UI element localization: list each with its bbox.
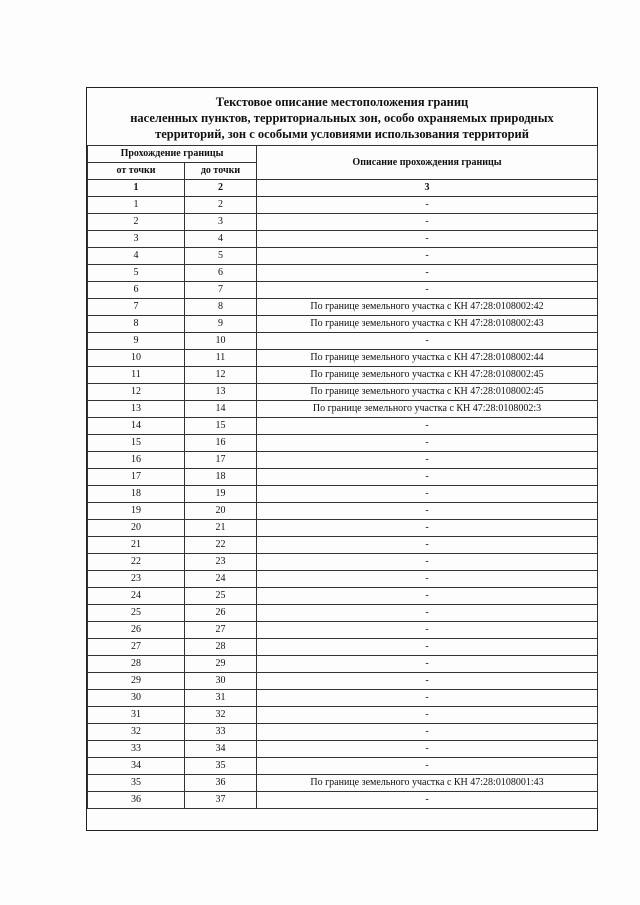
to-point-cell: 31 xyxy=(185,690,257,707)
description-cell: - xyxy=(257,537,598,554)
description-cell: - xyxy=(257,265,598,282)
table-row xyxy=(88,316,598,333)
to-point-cell: 11 xyxy=(185,350,257,367)
table-row xyxy=(88,503,598,520)
table-row xyxy=(88,299,598,316)
to-point-cell: 9 xyxy=(185,316,257,333)
description-cell: - xyxy=(257,656,598,673)
table-row xyxy=(88,775,598,792)
boundary-table xyxy=(87,145,598,809)
description-cell: - xyxy=(257,486,598,503)
description-cell: - xyxy=(257,520,598,537)
to-point-cell: 16 xyxy=(185,435,257,452)
to-point-cell: 21 xyxy=(185,520,257,537)
table-row xyxy=(88,384,598,401)
to-point-cell: 24 xyxy=(185,571,257,588)
description-cell: - xyxy=(257,758,598,775)
description-cell: - xyxy=(257,571,598,588)
to-point-cell: 5 xyxy=(185,248,257,265)
description-cell: - xyxy=(257,622,598,639)
description-cell: - xyxy=(257,639,598,656)
description-cell: - xyxy=(257,282,598,299)
table-row xyxy=(88,231,598,248)
table-row xyxy=(88,248,598,265)
title-line-1: Текстовое описание местоположения границ xyxy=(215,95,469,109)
from-point-cell: 20 xyxy=(88,520,185,537)
description-cell: - xyxy=(257,707,598,724)
description-cell: - xyxy=(257,231,598,248)
from-point-cell: 24 xyxy=(88,588,185,605)
from-point-cell: 8 xyxy=(88,316,185,333)
table-row xyxy=(88,418,598,435)
description-cell: - xyxy=(257,214,598,231)
table-row xyxy=(88,197,598,214)
from-point-cell: 33 xyxy=(88,741,185,758)
from-point-cell: 21 xyxy=(88,537,185,554)
description-cell: - xyxy=(257,503,598,520)
to-point-cell: 35 xyxy=(185,758,257,775)
description-cell: - xyxy=(257,673,598,690)
table-row xyxy=(88,571,598,588)
description-cell: - xyxy=(257,554,598,571)
column-number-2: 2 xyxy=(185,180,257,197)
from-point-cell: 13 xyxy=(88,401,185,418)
from-point-cell: 1 xyxy=(88,197,185,214)
to-point-cell: 6 xyxy=(185,265,257,282)
table-row xyxy=(88,350,598,367)
description-cell: - xyxy=(257,724,598,741)
from-point-cell: 26 xyxy=(88,622,185,639)
title-line-2: населенных пунктов, территориальных зон, особо охраняемых природных xyxy=(130,111,554,125)
description-cell: - xyxy=(257,418,598,435)
header-passage: Прохождение границы xyxy=(88,146,257,163)
to-point-cell: 4 xyxy=(185,231,257,248)
description-cell: - xyxy=(257,197,598,214)
table-row xyxy=(88,673,598,690)
to-point-cell: 12 xyxy=(185,367,257,384)
table-row xyxy=(88,656,598,673)
to-point-cell: 15 xyxy=(185,418,257,435)
description-cell: - xyxy=(257,469,598,486)
column-number-1: 1 xyxy=(88,180,185,197)
from-point-cell: 18 xyxy=(88,486,185,503)
description-cell: По границе земельного участка с КН 47:28:0108002:3 xyxy=(257,401,598,418)
to-point-cell: 10 xyxy=(185,333,257,350)
description-cell: По границе земельного участка с КН 47:28:0108002:43 xyxy=(257,316,598,333)
from-point-cell: 9 xyxy=(88,333,185,350)
table-row xyxy=(88,333,598,350)
from-point-cell: 4 xyxy=(88,248,185,265)
from-point-cell: 27 xyxy=(88,639,185,656)
from-point-cell: 16 xyxy=(88,452,185,469)
table-row xyxy=(88,724,598,741)
table-body xyxy=(88,197,598,809)
table-row xyxy=(88,469,598,486)
header-from-point: от точки xyxy=(88,163,185,180)
from-point-cell: 25 xyxy=(88,605,185,622)
header-to-point: до точки xyxy=(185,163,257,180)
from-point-cell: 15 xyxy=(88,435,185,452)
from-point-cell: 35 xyxy=(88,775,185,792)
table-row xyxy=(88,741,598,758)
table-row xyxy=(88,707,598,724)
to-point-cell: 14 xyxy=(185,401,257,418)
table-row xyxy=(88,605,598,622)
to-point-cell: 36 xyxy=(185,775,257,792)
table-row xyxy=(88,401,598,418)
from-point-cell: 36 xyxy=(88,792,185,809)
from-point-cell: 19 xyxy=(88,503,185,520)
from-point-cell: 2 xyxy=(88,214,185,231)
description-cell: - xyxy=(257,248,598,265)
document-frame xyxy=(86,87,598,831)
from-point-cell: 7 xyxy=(88,299,185,316)
to-point-cell: 23 xyxy=(185,554,257,571)
to-point-cell: 37 xyxy=(185,792,257,809)
to-point-cell: 13 xyxy=(185,384,257,401)
description-cell: - xyxy=(257,741,598,758)
from-point-cell: 23 xyxy=(88,571,185,588)
description-cell: - xyxy=(257,452,598,469)
to-point-cell: 19 xyxy=(185,486,257,503)
table-row xyxy=(88,792,598,809)
table-row xyxy=(88,537,598,554)
description-cell: По границе земельного участка с КН 47:28:0108002:42 xyxy=(257,299,598,316)
table-row xyxy=(88,214,598,231)
from-point-cell: 29 xyxy=(88,673,185,690)
table-row xyxy=(88,690,598,707)
description-cell: - xyxy=(257,588,598,605)
table-row xyxy=(88,554,598,571)
table-row xyxy=(88,367,598,384)
to-point-cell: 20 xyxy=(185,503,257,520)
table-row xyxy=(88,452,598,469)
to-point-cell: 18 xyxy=(185,469,257,486)
table-row xyxy=(88,486,598,503)
table-row xyxy=(88,622,598,639)
from-point-cell: 14 xyxy=(88,418,185,435)
to-point-cell: 30 xyxy=(185,673,257,690)
description-cell: - xyxy=(257,333,598,350)
description-cell: - xyxy=(257,690,598,707)
to-point-cell: 3 xyxy=(185,214,257,231)
document-title xyxy=(87,94,597,142)
to-point-cell: 29 xyxy=(185,656,257,673)
from-point-cell: 11 xyxy=(88,367,185,384)
table-row xyxy=(88,758,598,775)
to-point-cell: 17 xyxy=(185,452,257,469)
from-point-cell: 31 xyxy=(88,707,185,724)
to-point-cell: 32 xyxy=(185,707,257,724)
description-cell: - xyxy=(257,792,598,809)
table-row xyxy=(88,588,598,605)
to-point-cell: 7 xyxy=(185,282,257,299)
to-point-cell: 34 xyxy=(185,741,257,758)
title-line-3: территорий, зон с особыми условиями использования территорий xyxy=(155,127,529,141)
from-point-cell: 34 xyxy=(88,758,185,775)
from-point-cell: 12 xyxy=(88,384,185,401)
from-point-cell: 22 xyxy=(88,554,185,571)
description-cell: По границе земельного участка с КН 47:28:0108002:44 xyxy=(257,350,598,367)
description-cell: - xyxy=(257,605,598,622)
column-number-3: 3 xyxy=(257,180,598,197)
table-row xyxy=(88,435,598,452)
to-point-cell: 22 xyxy=(185,537,257,554)
description-cell: - xyxy=(257,435,598,452)
from-point-cell: 30 xyxy=(88,690,185,707)
from-point-cell: 32 xyxy=(88,724,185,741)
description-cell: По границе земельного участка с КН 47:28:0108002:45 xyxy=(257,367,598,384)
description-cell: По границе земельного участка с КН 47:28:0108001:43 xyxy=(257,775,598,792)
header-description: Описание прохождения границы xyxy=(257,146,598,180)
table-row xyxy=(88,265,598,282)
from-point-cell: 6 xyxy=(88,282,185,299)
to-point-cell: 25 xyxy=(185,588,257,605)
to-point-cell: 2 xyxy=(185,197,257,214)
from-point-cell: 17 xyxy=(88,469,185,486)
to-point-cell: 8 xyxy=(185,299,257,316)
from-point-cell: 28 xyxy=(88,656,185,673)
to-point-cell: 26 xyxy=(185,605,257,622)
to-point-cell: 27 xyxy=(185,622,257,639)
description-cell: По границе земельного участка с КН 47:28:0108002:45 xyxy=(257,384,598,401)
table-row xyxy=(88,282,598,299)
table-row xyxy=(88,639,598,656)
from-point-cell: 3 xyxy=(88,231,185,248)
from-point-cell: 5 xyxy=(88,265,185,282)
to-point-cell: 28 xyxy=(185,639,257,656)
from-point-cell: 10 xyxy=(88,350,185,367)
to-point-cell: 33 xyxy=(185,724,257,741)
table-row xyxy=(88,520,598,537)
